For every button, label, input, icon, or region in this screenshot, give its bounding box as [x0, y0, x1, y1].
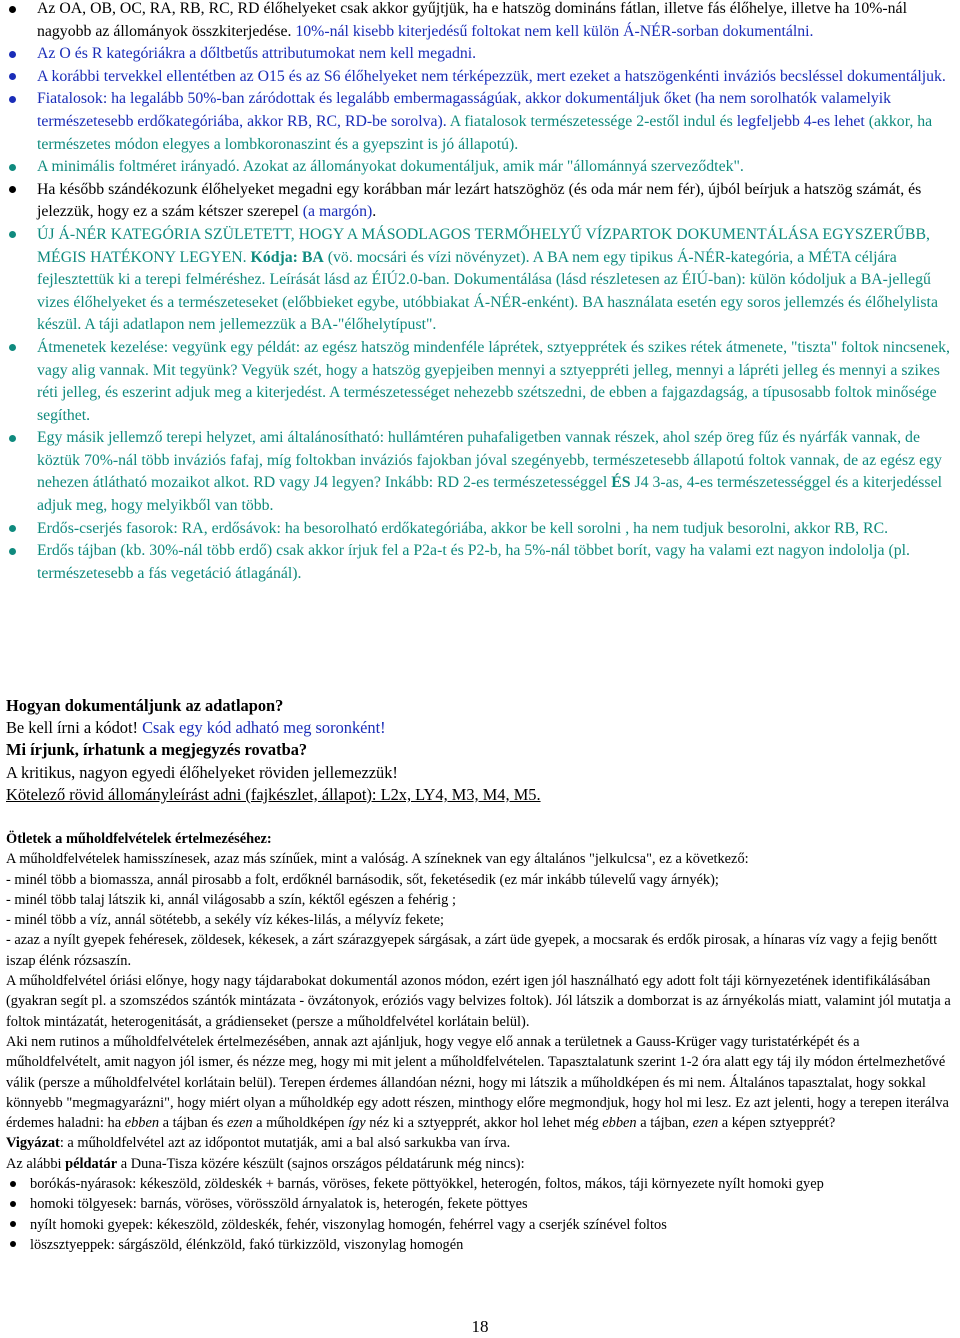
bullet-text-run: Átmenetek kezelése: vegyünk egy példát: az egész hatszög mindenféle láprétek, sztyepprétek és szikes rétek átmenete, "tiszta" foltok nincsenek, vagy alig vannak. Mit tegyünk? Vegyük szét, hogy a hatszög gyepjeiben mennyi a sztyeppréti jelleg, mennyi a lápréti jelleg és mennyi a szikes réti jelleg, és eszerint adjuk meg a kiterjedést. A természetességet nehezebb szétszedni, de ebben a fajgazdagság, a típusosabb foltok minősége segíthet. [37, 338, 950, 424]
answer-line-1: Be kell írni a kódot! Csak egy kód adható meg soronként! [6, 718, 386, 738]
answer-line-2: A kritikus, nagyon egyedi élőhelyeket röviden jellemezzük! [6, 762, 398, 782]
examples-list [6, 1174, 954, 1255]
rule-bullet-item [0, 427, 960, 517]
rule-bullet-item [0, 518, 960, 541]
bullet-text-run: A korábbi tervekkel ellentétben az O15 és az S6 élőhelyeket nem térképezzük, mert ezeket a hatszögenkénti inváziós becsléssel dokumentáljuk. [37, 67, 946, 85]
rule-bullet-item [0, 179, 960, 224]
rule-bullet-item [0, 337, 960, 427]
bullet-text-run: A minimális foltméret irányadó. Azokat az állományokat dokumentáljuk, amik már "állománnyá szerveződtek". [37, 158, 744, 176]
rule-bullet-item [0, 43, 960, 66]
color-key-line: - azaz a nyílt gyepek fehéresek, zöldesek, kékesek, a zárt szárazgyepek sárgásak, a zárt üde gyepek, a mocsarak és erdők pirosak, a hínaras víz vagy a fejig benőtt iszap élénk rózsaszín. [6, 932, 938, 969]
bullet-text-run: Egy másik jellemző terepi helyzet, ami általánosítható: hullámtéren puhafaligetben vannak részek, ahol szép öreg fűz és nyárfák vannak, de köztük 70%-nál több inváziós fafaj, míg foltokban inváziós fajokban jóval szegényebb, természetesebb állapotú foltok vannak, de az egész egy nehezen átlátható mozaikot alkot. RD vagy J4 legyen? Inkább: RD 2-es természetességgel [37, 429, 942, 492]
bullet-text-run: (akkor, ha természetes módon elegyes a lombkoronaszint és a gyepszint is jó állapotú). [37, 112, 933, 153]
bullet-text-run: Az OA, OB, OC, RA, RB, RC, RD élőhelyeket csak akkor gyűjtjük, ha e hatszög domináns fátlan, illetve fás élőhelye, illetve ha 10%-nál nagyobb az állományok összkiterjedése. [37, 0, 907, 40]
warning-line: Vigyázat: a műholdfelvétel azt az időpontot mutatják, ami a bal alsó sarkukba van írva. [6, 1135, 511, 1152]
bullet-text-run: 10%-nál kisebb kiterjedésű foltokat nem kell külön Á-NÉR-sorban dokumentálni. [291, 22, 814, 40]
example-item: homoki tölgyesek: barnás, vöröses, vörösszöld árnyalatok is, heterogén, fekete pöttyes [6, 1194, 954, 1214]
example-item: nyílt homoki gyepek: kékeszöld, zöldeskék, fehér, viszonylag homogén, fehérrel vagy a cserjék színével foltos [6, 1215, 954, 1235]
rule-bullet-item [0, 156, 960, 179]
question-heading-2: Mi írjunk, írhatunk a megjegyzés rovatba? [6, 740, 308, 760]
bullet-text-run: Az O és R kategóriákra a dőltbetűs attributumokat nem kell megadni. [37, 45, 477, 63]
rule-bullet-item [0, 88, 960, 156]
satellite-paragraph-1: A műholdfelvételek hamisszínesek, azaz más színűek, mint a valóság. A színeknek van egy általános "jelkulcsa", ez a következő: [6, 851, 749, 868]
examples-intro: Az alábbi példatár a Duna-Tisza közére készült (sajnos országos példatárunk még nincs): [6, 1155, 525, 1172]
color-key-line: - minél több a víz, annál sötétebb, a sekély víz kékes-lilás, a mélyvíz fekete; [6, 912, 444, 929]
bullet-text-run: ÚJ Á-NÉR KATEGÓRIA SZÜLETETT, HOGY A MÁSODLAGOS TERMŐHELYŰ VÍZPARTOK DOKUMENTÁLÁSA EGYSZERŰBB, MÉGIS HATÉKONY LEGYEN. [37, 225, 930, 266]
rule-bullet-item [0, 0, 960, 43]
bullet-text-run: Kódja: BA [250, 248, 324, 266]
bullet-text-run: Ha később szándékozunk élőhelyeket megadni egy korábban már lezárt hatszöghöz (és oda már nem fér), újból beírjuk a hatszög számát, és jelezzük, hogy ez a szám kétszer szerepel [37, 180, 922, 221]
question-heading-1: Hogyan dokumentáljunk az adatlapon? [6, 696, 284, 715]
rule-bullet-item [0, 224, 960, 337]
bullet-text-run: (a margón) [302, 203, 373, 221]
satellite-section-title: Ötletek a műholdfelvételek értelmezéséhez: [6, 831, 272, 847]
rule-bullet-item [0, 66, 960, 89]
data-sheet-instructions [6, 695, 956, 806]
bullet-text-run: Fiatalosok: ha legalább 50%-ban záródottak és legalább embermagasságúak, akkor dokumentáljuk őket (ha nem sorolhatók valamelyik természetesebb erdőkategóriába, akkor RB, RC, RD-be sorolva). [37, 90, 892, 130]
bullet-text-run: ÉS [611, 474, 631, 492]
bullet-text-run: J4 3-as, 4-es természetességgel és a kiterjedéssel adjuk meg, hogy melyikből van több. [37, 474, 942, 515]
page-number: 18 [471, 1317, 489, 1336]
bullet-text-run: legfeljebb 4-es lehet [736, 112, 865, 130]
satellite-tips-section [6, 829, 954, 1255]
bullet-text-run: Erdős tájban (kb. 30%-nál több erdő) csak akkor írjuk fel a P2a-t és P2-b, ha 5%-nál többet borít, vagy ha valami ezt nagyon indololja (pl. természetesebb a fás vegetáció átlagánál). [37, 542, 910, 582]
color-key-line: - minél több a biomassza, annál pirosabb a folt, erdőknél barnásodik, sőt, feketésedik (ez már inkább túlevelű vagy árnyék); [6, 871, 719, 888]
bullet-text-run: A fiatalosok természetessége 2-estől indul és [446, 112, 737, 130]
rules-bullet-list [0, 0, 960, 585]
color-key-line: - minél több talaj látszik ki, annál világosabb a szín, kéktől egészen a fehérig ; [6, 891, 456, 908]
bullet-text-run: . [372, 203, 377, 221]
bullet-text-run: Erdős-cserjés fasorok: RA, erdősávok: ha besorolható erdőkategóriába, akkor be kell sorolni , ha nem tudjuk besorolni, akkor RB, RC. [37, 519, 889, 537]
bullet-text-run: (vö. mocsári és vízi növényzet). A BA nem egy tipikus Á-NÉR-kategória, a MÉTA céljára fejlesztettük ki a terepi felméréshez. Leírását lásd az ÉIÚ2.0-ban. Dokumentálása (lásd részletesen az ÉIÚ-ban): külön kódoljuk a BA-jellegű vizes élőhelyeket és a természeteseket (előbbieket egybe, utóbbiakat Á-NÉR-enként). BA használata esetén egy soros jellemzés és élőhelylista készül. A táji adatlapon nem jellemezzük a BA-"élőhelytípust". [37, 248, 938, 334]
rule-bullet-item [0, 540, 960, 585]
satellite-paragraph-2: A műholdfelvétel óriási előnye, hogy nagy tájdarabokat dokumentál azonos módon, ezért igen jól használható egy adott folt táji környezetének identifikálásában (gyakran segít pl. a szomszédos szántók mintázata - övzátonyok, eróziós vagy belvizes foltok). Jól látszik a domborzat is az árnyékolás miatt, valamint jól mutatja a foltok mintázatát, heterogenitását, a grádienseket (persze a műholdfelvétel korlátain belül). [6, 973, 951, 1030]
example-item: löszsztyeppek: sárgászöld, élénkzöld, fakó türkizzöld, viszonylag homogén [6, 1235, 954, 1255]
answer-line-3: Kötelező rövid állományleírást adni (fajkészlet, állapot): L2x, LY4, M3, M4, M5. [6, 784, 541, 804]
satellite-paragraph-3: Aki nem rutinos a műholdfelvételek értelmezésében, annak azt ajánljuk, hogy vegye elő annak a területnek a Gauss-Krüger vagy turistatérképét és a műholdfelvételt, amit nagyon jól ismer, és nézze meg, hogy mi mit jelent a műholdfelvételen. Tapasztalatunk szerint 1-2 óra alatt egy táj ily módon értelmezhetővé válik (persze a műholdfelvétel korlátain belül). Terepen érdemes állandóan nézni, hogy mi látszik a műholdképen és mi nem. Általános tapasztalat, hogy sokkal könnyebb "megmagyarázni", hogy miért olyan a műholdkép egy adott részen, minthogy előre megmondjuk, hogy hol mi lesz. Ez azt jelenti, hogy a terepen iterálva érdemes haladni: ha ebben a tájban és ezen a műholdképen így néz ki a sztyepprét, akkor hol lehet még ebben a tájban, ezen a képen sztyepprét? [6, 1033, 949, 1132]
example-item: borókás-nyárasok: kékeszöld, zöldeskék + barnás, vöröses, fekete pöttyökkel, heterogén, foltos, mákos, táji környezete nyílt homoki gyep [6, 1174, 954, 1194]
